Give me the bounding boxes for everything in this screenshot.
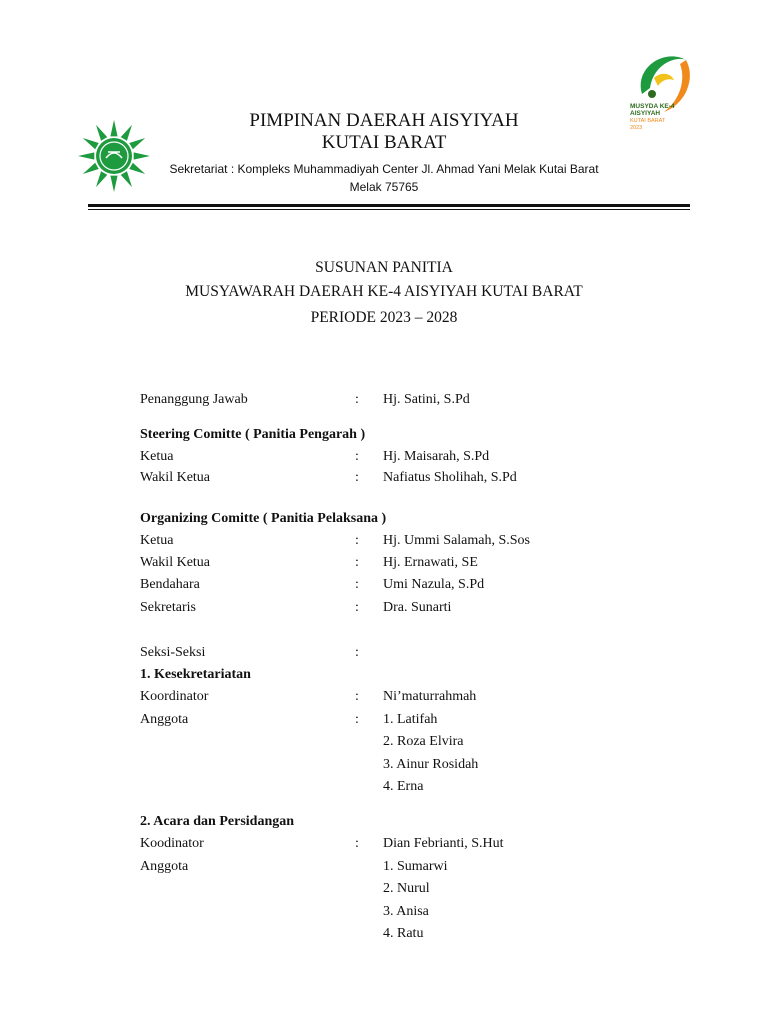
- members-row: [0, 856, 768, 878]
- field-label: Ketua: [140, 533, 174, 548]
- field-value: Hj. Ummi Salamah, S.Sos: [383, 533, 531, 548]
- field-colon: :: [355, 555, 359, 570]
- members-row: [0, 754, 768, 776]
- field-value: Dian Febrianti, S.Hut: [383, 836, 504, 851]
- field-colon: :: [355, 577, 359, 592]
- members-row: [0, 901, 768, 923]
- members-row: [0, 709, 768, 731]
- field-label: Penanggung Jawab: [140, 392, 248, 407]
- members-row: [0, 731, 768, 753]
- field-label: Anggota: [140, 712, 189, 727]
- member-item: 1. Latifah: [383, 712, 438, 727]
- penanggung-row: [0, 389, 768, 411]
- field-label: Koodinator: [140, 836, 204, 851]
- field-colon: :: [355, 470, 359, 485]
- field-colon: :: [355, 689, 359, 704]
- org-name-line1: PIMPINAN DAERAH AISYIYAH: [249, 110, 519, 131]
- organizing-row: [0, 530, 768, 552]
- field-value: Hj. Ernawati, SE: [383, 555, 478, 570]
- member-item: 2. Nurul: [383, 881, 430, 896]
- org-name-line2: KUTAI BARAT: [321, 132, 447, 153]
- member-item: 4. Ratu: [383, 926, 424, 941]
- field-label: Wakil Ketua: [140, 470, 211, 485]
- steering-heading: Steering Comitte ( Panitia Pengarah ): [140, 427, 366, 442]
- organizing-row: [0, 552, 768, 574]
- field-label: Ketua: [140, 449, 174, 464]
- address-line2: Melak 75765: [349, 180, 419, 194]
- doc-title-line3: PERIODE 2023 – 2028: [310, 309, 458, 326]
- organizing-heading: Organizing Comitte ( Panitia Pelaksana ): [140, 511, 387, 526]
- member-item: 1. Sumarwi: [383, 859, 448, 874]
- field-label: Anggota: [140, 859, 189, 874]
- field-value: Hj. Maisarah, S.Pd: [383, 449, 490, 464]
- member-item: 2. Roza Elvira: [383, 734, 464, 749]
- address-line1: Sekretariat : Kompleks Muhammadiyah Center Jl. Ahmad Yani Melak Kutai Barat: [169, 162, 599, 176]
- field-value: Umi Nazula, S.Pd: [383, 577, 485, 592]
- field-value: Nafiatus Sholihah, S.Pd: [383, 470, 517, 485]
- field-colon: :: [355, 836, 359, 851]
- member-item: 4. Erna: [383, 779, 424, 794]
- field-value: Dra. Sunarti: [383, 600, 452, 615]
- field-label: Wakil Ketua: [140, 555, 211, 570]
- coordinator-row: [0, 833, 768, 855]
- field-label: Seksi-Seksi: [140, 645, 206, 660]
- header-divider-thick: [88, 204, 690, 207]
- coordinator-row: [0, 686, 768, 708]
- steering-row: [0, 446, 768, 468]
- steering-row: [0, 467, 768, 489]
- doc-title-line2: MUSYAWARAH DAERAH KE-4 AISYIYAH KUTAI BARAT: [185, 283, 583, 300]
- field-colon: :: [355, 533, 359, 548]
- field-value: Hj. Satini, S.Pd: [383, 392, 470, 407]
- field-colon: :: [355, 600, 359, 615]
- logo-text-line: KUTAI BARAT: [630, 118, 666, 124]
- field-colon: :: [355, 712, 359, 727]
- seksi-row: [0, 642, 768, 664]
- logo-text-line: MUSYDA KE-4: [630, 103, 675, 110]
- field-colon: :: [355, 392, 359, 407]
- field-label: Sekretaris: [140, 600, 196, 615]
- header-divider-thin: [88, 209, 690, 210]
- field-colon: :: [355, 449, 359, 464]
- members-row: [0, 776, 768, 798]
- logo-text-line: 2023: [630, 125, 643, 130]
- member-item: 3. Anisa: [383, 904, 429, 919]
- doc-title-line1: SUSUNAN PANITIA: [315, 259, 453, 276]
- members-row: [0, 878, 768, 900]
- field-label: Bendahara: [140, 577, 200, 592]
- field-colon: :: [355, 645, 359, 660]
- members-row: [0, 923, 768, 945]
- logo-text-line: AISYIYAH: [630, 110, 661, 117]
- organizing-row: [0, 574, 768, 596]
- section-heading: 1. Kesekretariatan: [140, 667, 251, 682]
- member-item: 3. Ainur Rosidah: [383, 757, 479, 772]
- field-label: Koordinator: [140, 689, 209, 704]
- section-heading: 2. Acara dan Persidangan: [140, 814, 295, 829]
- organizing-row: [0, 597, 768, 619]
- field-value: Ni’maturrahmah: [383, 689, 477, 704]
